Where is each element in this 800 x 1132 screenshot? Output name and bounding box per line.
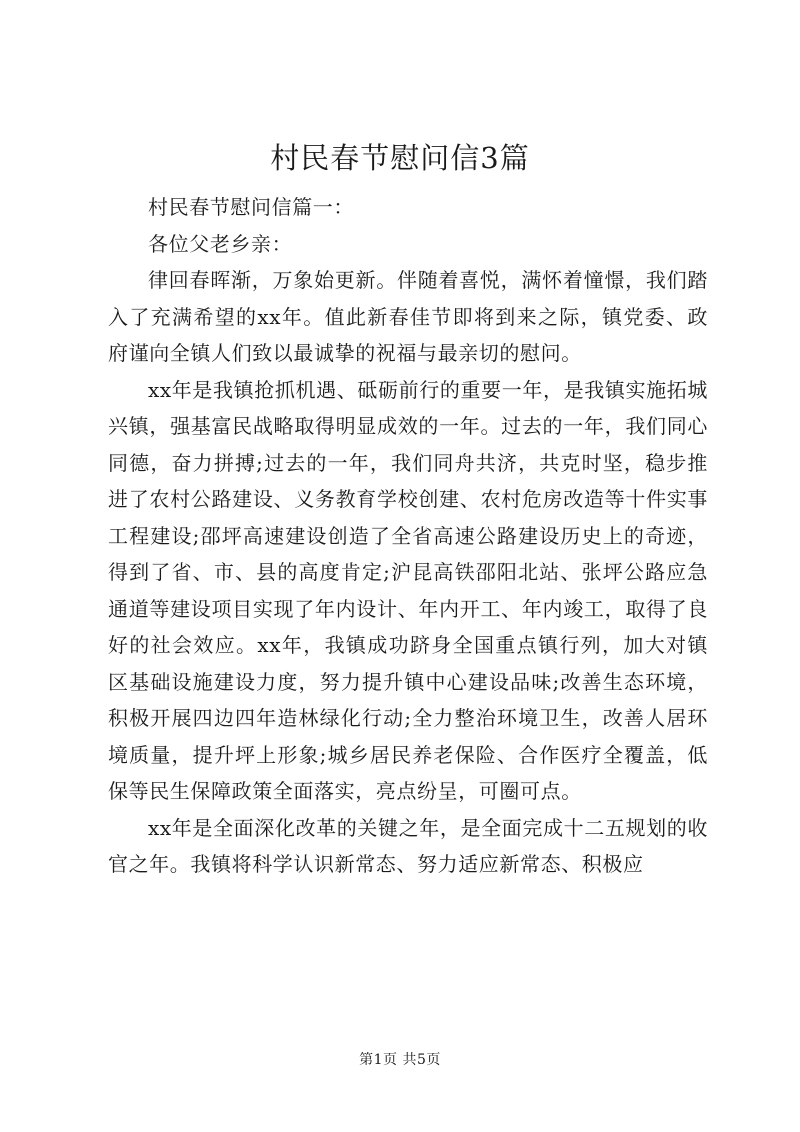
- document-title: 村民春节慰问信3篇: [270, 141, 530, 175]
- paragraph-salutation: 各位父老乡亲：: [148, 231, 293, 256]
- page-number-footer: 第1页 共5页: [359, 1052, 441, 1068]
- document-body: [108, 189, 708, 883]
- paragraph: xx年是我镇抢抓机遇、砥砺前行的重要一年，是我镇实施拓城兴镇，强基富民战略取得明显成效的一年。过去的一年，我们同心同德，奋力拼搏;过去的一年，我们同舟共济，共克时坚，稳步推进了农村公路建设、义务教育学校创建、农村危房改造等十件实事工程建设;邵坪高速建设创造了全省高速公路建设历史上的奇迹，得到了省、市、县的高度肯定;沪昆高铁邵阳北站、张坪公路应急通道等建设项目实现了年内设计、年内开工、年内竣工，取得了良好的社会效应。xx年，我镇成功跻身全国重点镇行列，加大对镇区基础设施建设力度，努力提升镇中心建设品味;改善生态环境，积极开展四边四年造林绿化行动;全力整治环境卫生，改善人居环境质量，提升坪上形象;城乡居民养老保险、合作医疗全覆盖，低保等民生保障政策全面落实，亮点纷呈，可圈可点。: [108, 377, 708, 803]
- paragraph-heading: 村民春节慰问信篇一：: [148, 195, 354, 219]
- paragraph: xx年是全面深化改革的关键之年，是全面完成十二五规划的收官之年。我镇将科学认识新常态、努力适应新常态、积极应: [108, 815, 708, 876]
- paragraph: 律回春晖渐，万象始更新。伴随着喜悦，满怀着憧憬，我们踏入了充满希望的xx年。值此新春佳节即将到来之际，镇党委、政府谨向全镇人们致以最诚挚的祝福与最亲切的慰问。: [108, 268, 708, 365]
